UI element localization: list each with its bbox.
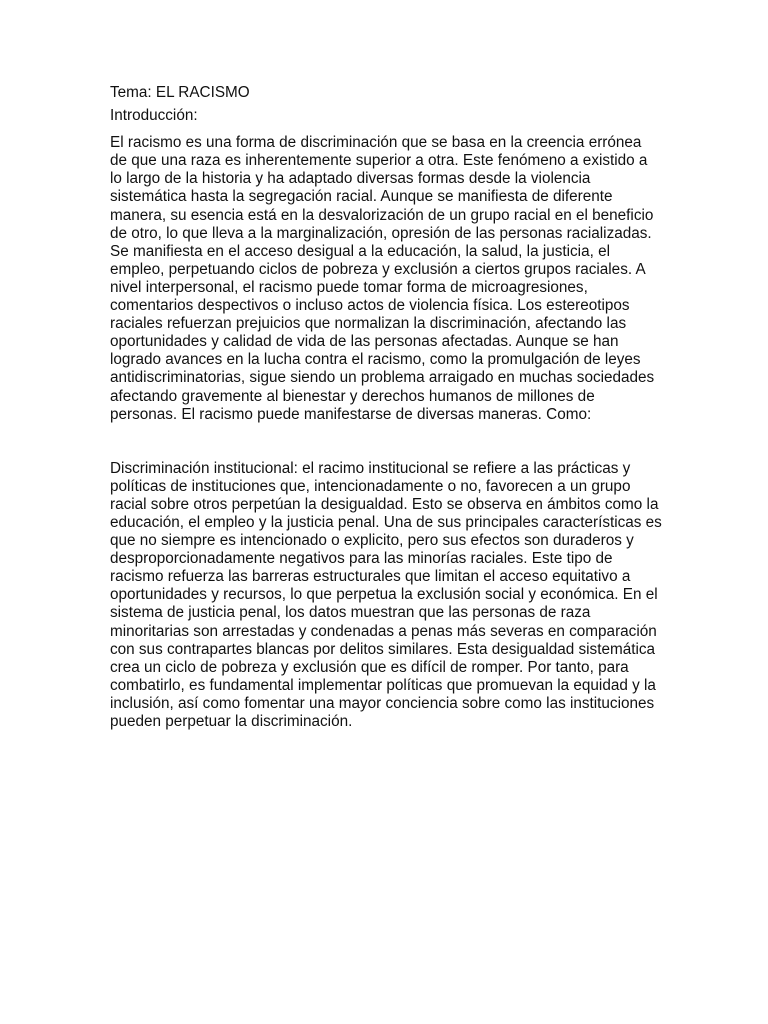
paragraph-institutional-discrimination: Discriminación institucional: el racimo institucional se refiere a las prácticas y políticas de instituciones que, intencionadamente o no, favorecen a un grupo racial sobre otros perpetúan la desigualdad. Esto se observa en ámbitos como la educación, el empleo y la justicia penal. Una de sus principales características es que no siempre es intencionado o explicito, pero sus efectos son duraderos y desproporcionadamente negativos para las minorías raciales. Este tipo de racismo refuerza las barreras estructurales que limitan el acceso equitativo a oportunidades y recursos, lo que perpetua la exclusión social y económica. En el sistema de justicia penal, los datos muestran que las personas de raza minoritarias son arrestadas y condenadas a penas más severas en comparación con sus contrapartes blancas por delitos similares. Esta desigualdad sistemática crea un ciclo de pobreza y exclusión que es difícil de romper. Por tanto, para combatirlo, es fundamental implementar políticas que promuevan la equidad y la inclusión, así como fomentar una mayor conciencia sobre como las instituciones pueden perpetuar la discriminación. [110, 459, 662, 730]
document-body [110, 84, 662, 731]
document-title: Tema: EL RACISMO [110, 84, 250, 101]
introduction-label: Introducción: [110, 107, 198, 125]
paragraph-introduction: El racismo es una forma de discriminación que se basa en la creencia errónea de que una raza es inherentemente superior a otra. Este fenómeno a existido a lo largo de la historia y ha adaptado diversas formas desde la violencia sistemática hasta la segregación racial. Aunque se manifiesta de diferente manera, su esencia está en la desvalorización de un grupo racial en el beneficio de otro, lo que lleva a la marginalización, opresión de las personas racializadas. Se manifiesta en el acceso desigual a la educación, la salud, la justicia, el empleo, perpetuando ciclos de pobreza y exclusión a ciertos grupos raciales. A nivel interpersonal, el racismo puede tomar forma de microagresiones, comentarios despectivos o incluso actos de violencia física. Los estereotipos raciales refuerzan prejuicios que normalizan la discriminación, afectando las oportunidades y calidad de vida de las personas afectadas. Aunque se han logrado avances en la lucha contra el racismo, como la promulgación de leyes antidiscriminatorias, sigue siendo un problema arraigado en muchas sociedades afectando gravemente al bienestar y derechos humanos de millones de personas. El racismo puede manifestarse de diversas maneras. Como: [110, 134, 655, 423]
